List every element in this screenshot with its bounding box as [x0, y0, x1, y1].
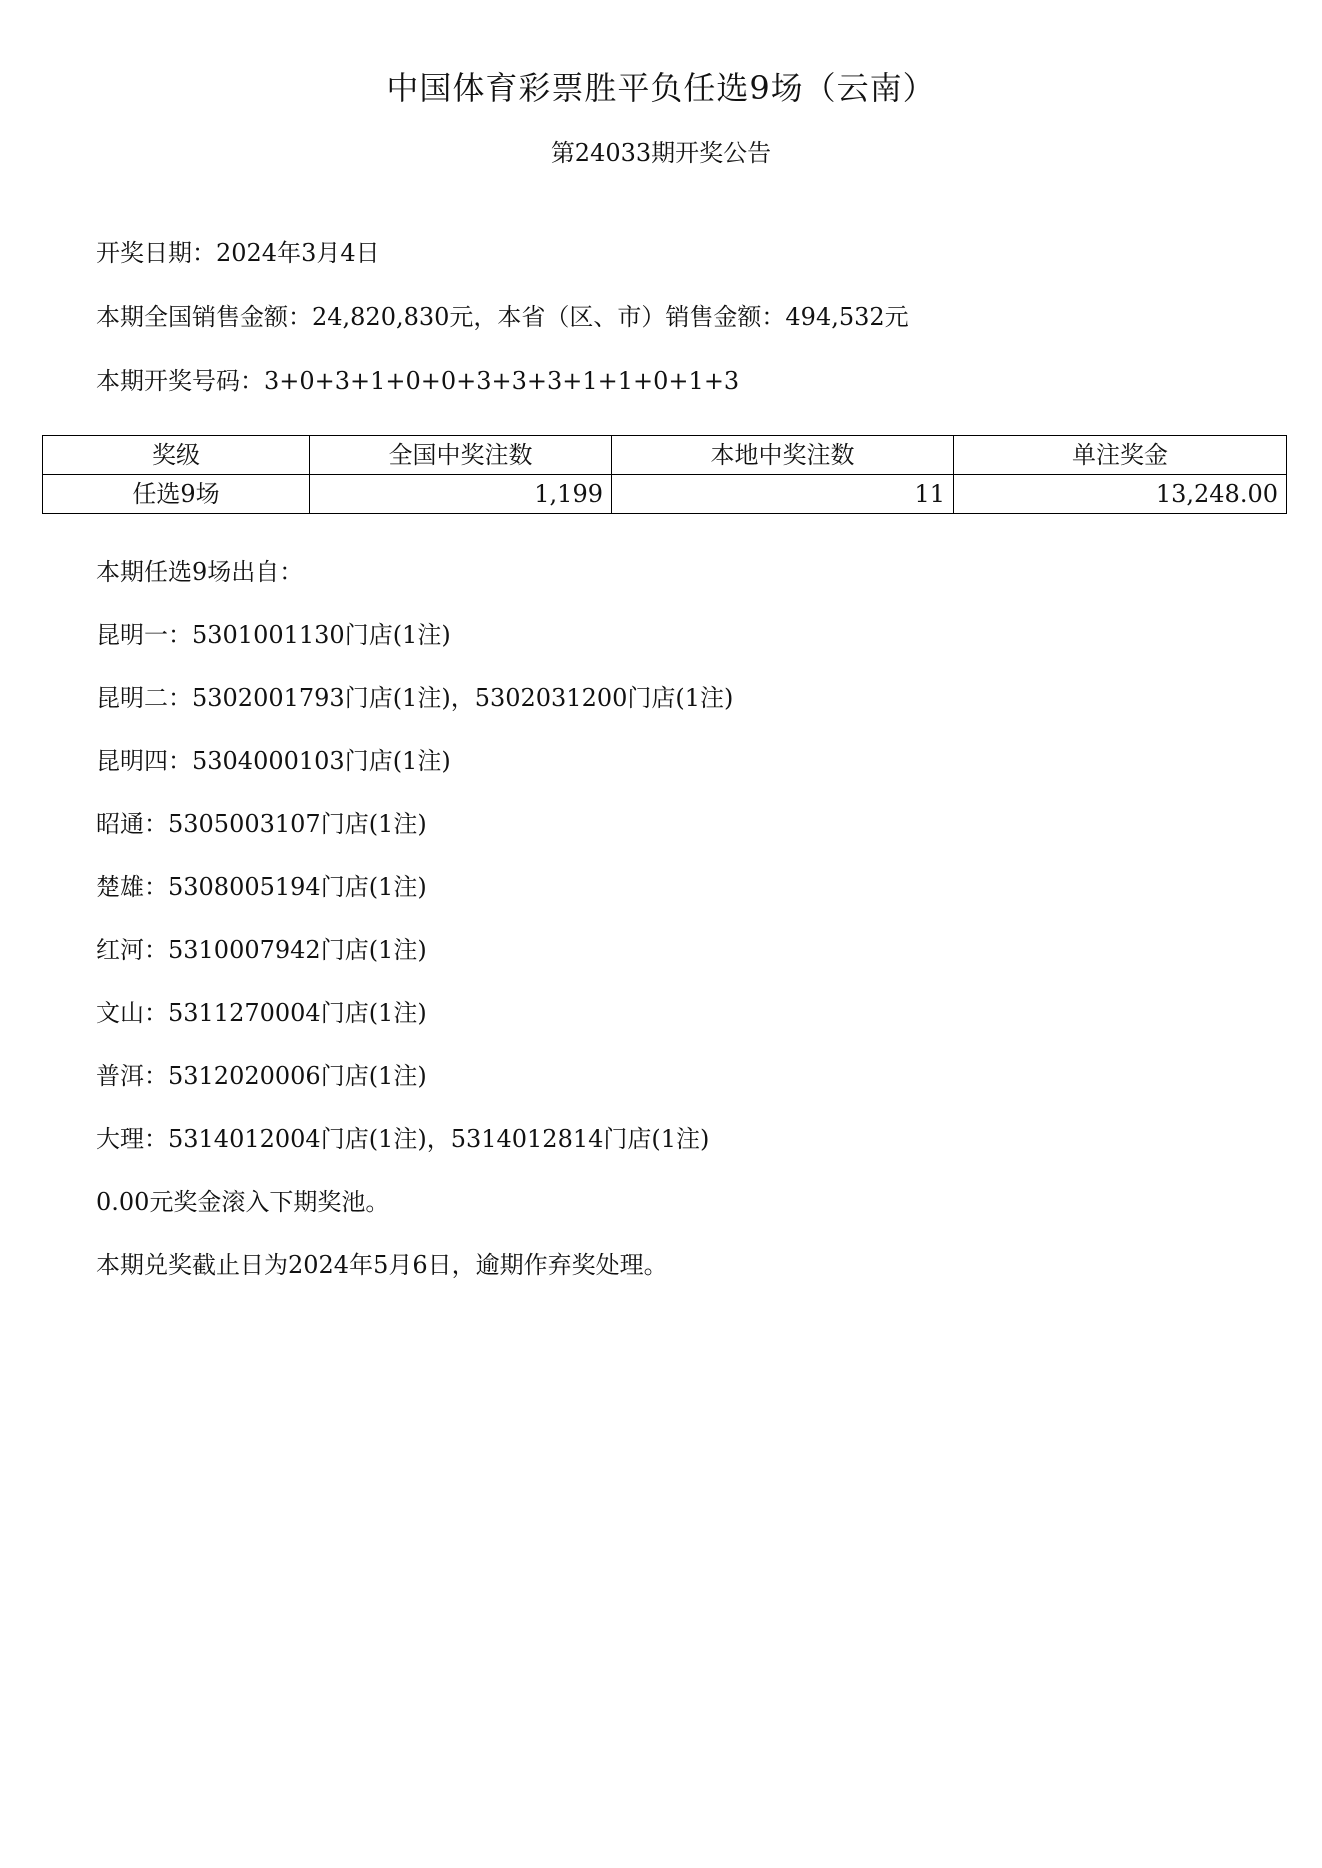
issue-subtitle: 第24033期开奖公告 — [550, 139, 772, 167]
prize-table — [42, 435, 1287, 514]
winner-line: 昭通：5305003107门店(1注) — [96, 810, 427, 838]
rollover-note: 0.00元奖金滚入下期奖池。 — [96, 1188, 390, 1216]
winner-line: 昆明二：5302001793门店(1注)，5302031200门店(1注) — [96, 684, 734, 712]
table-header-row — [43, 436, 1287, 475]
winners-intro: 本期任选9场出自： — [96, 558, 304, 586]
sales-amount: 本期全国销售金额：24,820,830元，本省（区、市）销售金额：494,532元 — [96, 303, 909, 331]
header-level: 奖级 — [43, 436, 310, 475]
header-local-count: 本地中奖注数 — [612, 436, 954, 475]
cell-prize: 13,248.00 — [954, 475, 1287, 514]
cell-national-count: 1,199 — [310, 475, 612, 514]
page-title: 中国体育彩票胜平负任选9场（云南） — [386, 69, 936, 107]
winner-line: 红河：5310007942门店(1注) — [96, 936, 427, 964]
winner-line: 普洱：5312020006门店(1注) — [96, 1062, 427, 1090]
winner-line: 楚雄：5308005194门店(1注) — [96, 873, 427, 901]
winner-line: 文山：5311270004门店(1注) — [96, 999, 427, 1027]
winner-line: 昆明一：5301001130门店(1注) — [96, 621, 451, 649]
winner-line: 昆明四：5304000103门店(1注) — [96, 747, 451, 775]
header-national-count: 全国中奖注数 — [310, 436, 612, 475]
cell-level: 任选9场 — [43, 475, 310, 514]
winner-line: 大理：5314012004门店(1注)，5314012814门店(1注) — [96, 1125, 710, 1153]
draw-date: 开奖日期：2024年3月4日 — [96, 239, 380, 267]
header-prize: 单注奖金 — [954, 436, 1287, 475]
table-row — [43, 475, 1287, 514]
winning-numbers: 本期开奖号码：3+0+3+1+0+0+3+3+3+1+1+0+1+3 — [96, 367, 740, 395]
cell-local-count: 11 — [612, 475, 954, 514]
deadline-note: 本期兑奖截止日为2024年5月6日，逾期作弃奖处理。 — [96, 1251, 668, 1279]
